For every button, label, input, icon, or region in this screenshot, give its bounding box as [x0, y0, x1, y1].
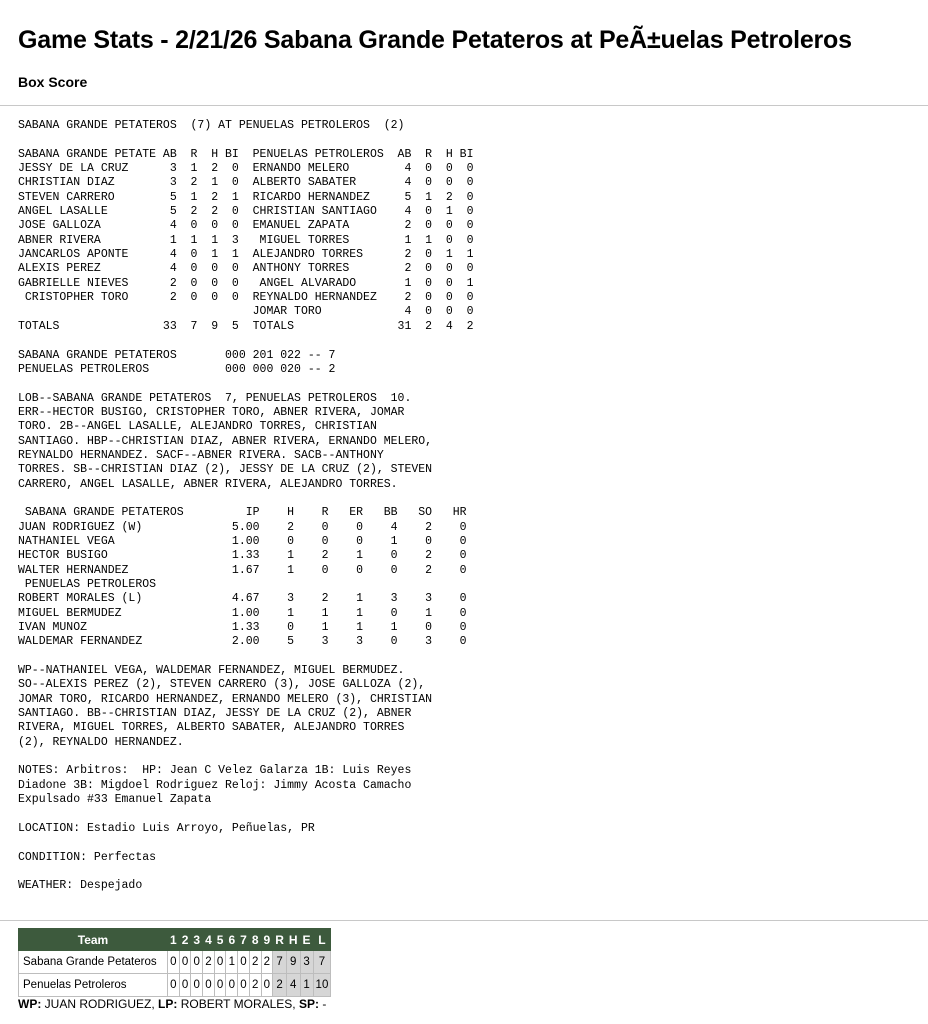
header-errors: E	[300, 929, 313, 951]
inning-score: 0	[168, 951, 180, 974]
header-inning-9: 9	[261, 929, 273, 951]
pitching-decisions	[18, 997, 326, 1011]
total-lob: 7	[313, 951, 331, 974]
inning-score: 2	[261, 951, 273, 974]
header-inning-1: 1	[168, 929, 180, 951]
inning-score: 0	[261, 974, 273, 997]
winning-pitcher: JUAN RODRIGUEZ,	[44, 997, 155, 1011]
inning-score: 2	[249, 974, 261, 997]
losing-pitcher-label: LP:	[158, 997, 178, 1011]
inning-score: 0	[238, 951, 250, 974]
bottom-divider	[0, 920, 928, 921]
inning-score: 0	[179, 951, 191, 974]
inning-score: 0	[226, 974, 238, 997]
inning-score: 2	[203, 951, 215, 974]
header-inning-5: 5	[214, 929, 226, 951]
inning-score: 0	[214, 951, 226, 974]
total-hits: 9	[286, 951, 300, 974]
header-lob: L	[313, 929, 331, 951]
header-hits: H	[286, 929, 300, 951]
table-row	[19, 951, 331, 974]
team-name: Penuelas Petroleros	[19, 974, 168, 997]
header-inning-7: 7	[238, 929, 250, 951]
header-inning-4: 4	[203, 929, 215, 951]
inning-score: 2	[249, 951, 261, 974]
inning-score: 0	[168, 974, 180, 997]
header-inning-8: 8	[249, 929, 261, 951]
winning-pitcher-label: WP:	[18, 997, 42, 1011]
save-pitcher-label: SP:	[298, 997, 319, 1011]
header-inning-3: 3	[191, 929, 203, 951]
inning-score: 0	[191, 951, 203, 974]
total-errors: 1	[300, 974, 313, 997]
inning-score: 1	[226, 951, 238, 974]
inning-score: 0	[203, 974, 215, 997]
total-hits: 4	[286, 974, 300, 997]
total-lob: 10	[313, 974, 331, 997]
header-inning-2: 2	[179, 929, 191, 951]
box-score-heading: Box Score	[18, 74, 88, 90]
team-name: Sabana Grande Petateros	[19, 951, 168, 974]
inning-score: 0	[191, 974, 203, 997]
save-pitcher: -	[322, 997, 327, 1011]
line-score-header-row	[19, 929, 331, 951]
inning-score: 0	[179, 974, 191, 997]
table-row	[19, 974, 331, 997]
inning-score: 0	[214, 974, 226, 997]
total-errors: 3	[300, 951, 313, 974]
page-title: Game Stats - 2/21/26 Sabana Grande Petateros at PeÃ±uelas Petroleros	[18, 26, 852, 54]
inning-score: 0	[238, 974, 250, 997]
header-team: Team	[19, 929, 168, 951]
top-divider	[0, 105, 928, 106]
total-runs: 2	[273, 974, 287, 997]
losing-pitcher: ROBERT MORALES,	[180, 997, 296, 1011]
header-runs: R	[273, 929, 287, 951]
line-score-table	[18, 928, 331, 997]
header-inning-6: 6	[226, 929, 238, 951]
box-score-text: SABANA GRANDE PETATEROS (7) AT PENUELAS PETROLEROS (2) SABANA GRANDE PETATE AB R H BI PENUELAS PETROLEROS AB R H BI JESSY DE LA CRUZ 3 1 2 0 ERNANDO MELERO 4 0 0 0 CHRISTIAN DIAZ 3 2 1 0 ALBERTO SABATER 4 0 0 0 STEVEN CARRERO 5 1 2 1 RICARDO HERNANDEZ 5 1 2 0 ANGEL LASALLE 5 2 2 0 CHRISTIAN SANTIAGO 4 0 1 0 JOSE GALLOZA 4 0 0 0 EMANUEL ZAPATA 2 0 0 0 ABNER RIVERA 1 1 1 3 MIGUEL TORRES 1 1 0 0 JANCARLOS APONTE 4 0 1 1 ALEJANDRO TORRES 2 0 1 1 ALEXIS PEREZ 4 0 0 0 ANTHONY TORRES 2 0 0 0 GABRIELLE NIEVES 2 0 0 0 ANGEL ALVARADO 1 0 0 1 CRISTOPHER TORO 2 0 0 0 REYNALDO HERNANDEZ 2 0 0 0 JOMAR TORO 4 0 0 0 TOTALS 33 7 9 5 TOTALS 31 2 4 2 SABANA GRANDE PETATEROS 000 201 022 -- 7 PENUELAS PETROLEROS 000 000 020 -- 2 LOB--SABANA GRANDE PETATEROS 7, PENUELAS PETROLEROS 10. ERR--HECTOR BUSIGO, CRISTOPHER TORO, ABNER RIVERA, JOMAR TORO. 2B--ANGEL LASALLE, ALEJANDRO TORRES, CHRISTIAN SANTIAGO. HBP--CHRISTIAN DIAZ, ABNER RIVERA, ERNANDO MELERO, REYNALDO HERNANDEZ. SACF--ABNER RIVERA. SACB--ANTHONY TORRES. SB--CHRISTIAN DIAZ (2), JESSY DE LA CRUZ (2), STEVEN CARRERO, ANGEL LASALLE, ABNER RIVERA, ALEJANDRO TORRES. SABANA GRANDE PETATEROS IP H R ER BB SO HR JUAN RODRIGUEZ (W) 5.00 2 0 0 4 2 0 NATHANIEL VEGA 1.00 0 0 0 1 0 0 HECTOR BUSIGO 1.33 1 2 1 0 2 0 WALTER HERNANDEZ 1.67 1 0 0 0 2 0 PENUELAS PETROLEROS ROBERT MORALES (L) 4.67 3 2 1 3 3 0 MIGUEL BERMUDEZ 1.00 1 1 1 0 1 0 IVAN MUNOZ 1.33 0 1 1 1 0 0 WALDEMAR FERNANDEZ 2.00 5 3 3 0 3 0 WP--NATHANIEL VEGA, WALDEMAR FERNANDEZ, MIGUEL BERMUDEZ. SO--ALEXIS PEREZ (2), STEVEN CARRERO (3), JOSE GALLOZA (2), JOMAR TORO, RICARDO HERNANDEZ, ERNANDO MELERO (3), CHRISTIAN SANTIAGO. BB--CHRISTIAN DIAZ, JESSY DE LA CRUZ (2), ABNER RIVERA, MIGUEL TORRES, ALBERTO SABATER, ALEJANDRO TORRES (2), REYNALDO HERNANDEZ. NOTES: Arbitros: HP: Jean C Velez Galarza 1B: Luis Reyes Diadone 3B: Migdoel Rodriguez Reloj: Jimmy Acosta Camacho Expulsado #33 Emanuel Zapata LOCATION: Estadio Luis Arroyo, Peñuelas, PR CONDITION: Perfectas WEATHER: Despejado	[18, 119, 474, 893]
total-runs: 7	[273, 951, 287, 974]
